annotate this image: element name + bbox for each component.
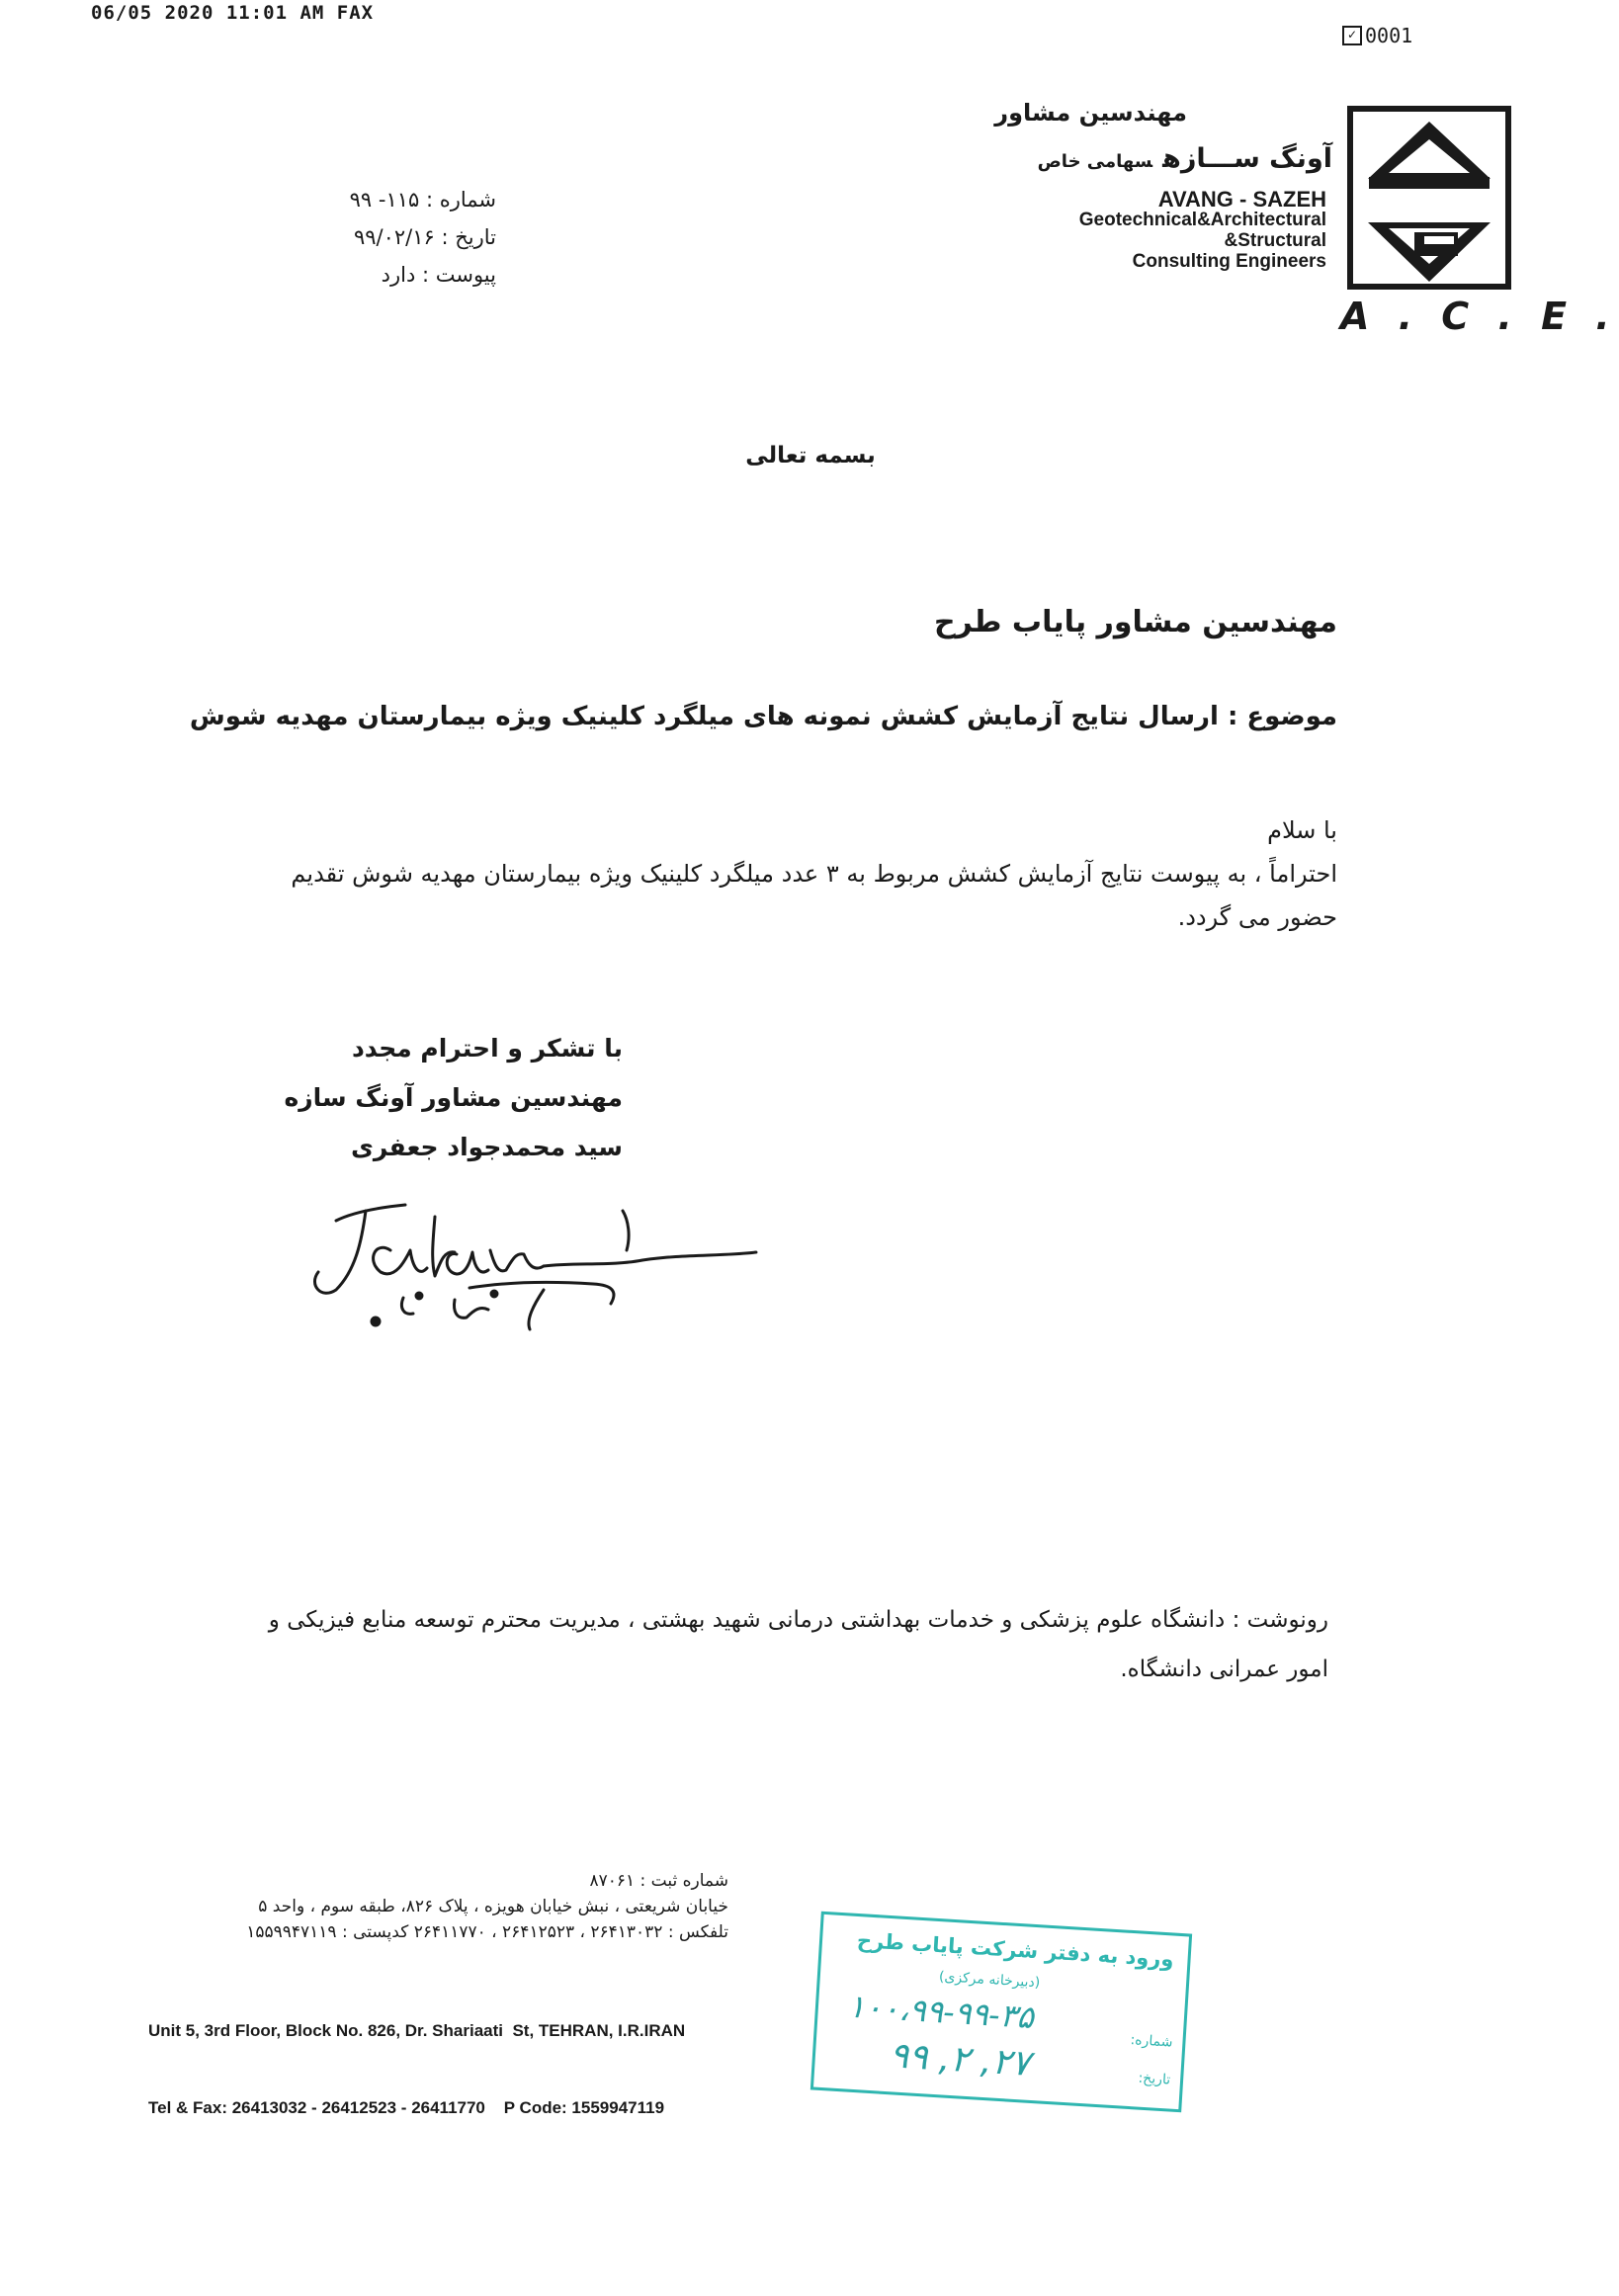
company-name-en bbox=[1028, 189, 1326, 272]
letter-number: شماره : ۱۱۵- ۹۹ bbox=[349, 188, 496, 212]
closing bbox=[285, 1024, 623, 1172]
company-logo bbox=[1347, 106, 1511, 290]
receipt-stamp bbox=[810, 1912, 1192, 2113]
logo-text: A . C . E . bbox=[1340, 295, 1618, 338]
letter-attachment: پیوست : دارد bbox=[381, 263, 496, 287]
telfax-en: Tel & Fax: 26413032 - 26412523 - 26411770 P Code: 1559947119 bbox=[148, 2098, 665, 2117]
stamp-date-value: ۹۹ ,۲ ,۲۷ bbox=[888, 2035, 1032, 2084]
addressee: مهندسین مشاور پایاب طرح bbox=[933, 605, 1337, 639]
closing-line1: با تشکر و احترام مجدد bbox=[351, 1034, 623, 1063]
signatory-name: سید محمدجواد جعفری bbox=[350, 1133, 623, 1161]
company-name-en-title: AVANG - SAZEH bbox=[1157, 187, 1326, 212]
greeting: با سلام bbox=[1267, 816, 1337, 844]
handwritten-signature bbox=[297, 1181, 761, 1349]
checkbox-icon: ✓ bbox=[1342, 26, 1362, 45]
page-counter-value: 0001 bbox=[1365, 24, 1413, 47]
footer-fa bbox=[246, 1868, 728, 1945]
page-counter bbox=[1342, 24, 1412, 47]
footer-en bbox=[148, 1967, 685, 2147]
company-name-fa: آونگ ســـازه bbox=[1162, 143, 1332, 174]
subject: موضوع : ارسال نتایج آزمایش کشش نمونه های میلگرد کلینیک ویژه بیمارستان مهدیه شوش bbox=[189, 702, 1337, 731]
address-en: Unit 5, 3rd Floor, Block No. 826, Dr. Shariaati St, TEHRAN, I.R.IRAN bbox=[148, 2021, 686, 2040]
registration-number: شماره ثبت : ۸۷۰۶۱ bbox=[589, 1871, 728, 1891]
body-paragraph: احتراماً ، به پیوست نتایج آزمایش کشش مربوط به ۳ عدد میلگرد کلینیک ویژه بیمارستان مهدیه شوش تقدیم حضور می گردد. bbox=[291, 860, 1337, 931]
letter-meta bbox=[350, 181, 496, 294]
company-name-fa-line2 bbox=[1038, 143, 1332, 174]
fax-header: 06/05 2020 11:01 AM FAX bbox=[91, 2, 375, 24]
basmala: بسمه تعالی bbox=[745, 443, 876, 468]
letter-date: تاریخ : ۹۹/۰۲/۱۶ bbox=[353, 225, 496, 249]
stamp-date-label: تاریخ: bbox=[1138, 2070, 1171, 2088]
company-name-en-line2: Geotechnical&Architectural bbox=[1078, 210, 1326, 230]
company-name-fa-line1: مهندسین مشاور bbox=[994, 99, 1187, 127]
company-name-en-line3: &Structural bbox=[1224, 230, 1326, 251]
carbon-copy: رونوشت : دانشگاه علوم پزشکی و خدمات بهداشتی درمانی شهید بهشتی ، مدیریت محترم توسعه منابع فیزیکی و امور عمرانی دانشگاه. bbox=[268, 1607, 1328, 1682]
stamp-title: ورود به دفتر شرکت پایاب طرح bbox=[856, 1927, 1175, 1972]
stamp-number-value: ۱۰۰،۹۹-۹۹-۳۵ bbox=[846, 1987, 1035, 2036]
stamp-number-label: شماره: bbox=[1130, 2032, 1173, 2051]
telfax-fa: تلفکس : ۲۶۴۱۳۰۳۲ ، ۲۶۴۱۲۵۲۳ ، ۲۶۴۱۱۷۷۰ کدپستی : ۱۵۵۹۹۴۷۱۱۹ bbox=[246, 1922, 728, 1942]
letter-body bbox=[290, 808, 1337, 939]
company-type-fa: سهامی خاص bbox=[1037, 151, 1153, 172]
closing-line2: مهندسین مشاور آونگ سازه bbox=[284, 1083, 623, 1112]
company-name-en-line4: Consulting Engineers bbox=[1132, 251, 1326, 272]
stamp-subtitle: (دبیرخانه مرکزی) bbox=[938, 1969, 1041, 1992]
address-fa: خیابان شریعتی ، نبش خیابان هویزه ، پلاک ۸۲۶، طبقه سوم ، واحد ۵ bbox=[258, 1897, 728, 1916]
